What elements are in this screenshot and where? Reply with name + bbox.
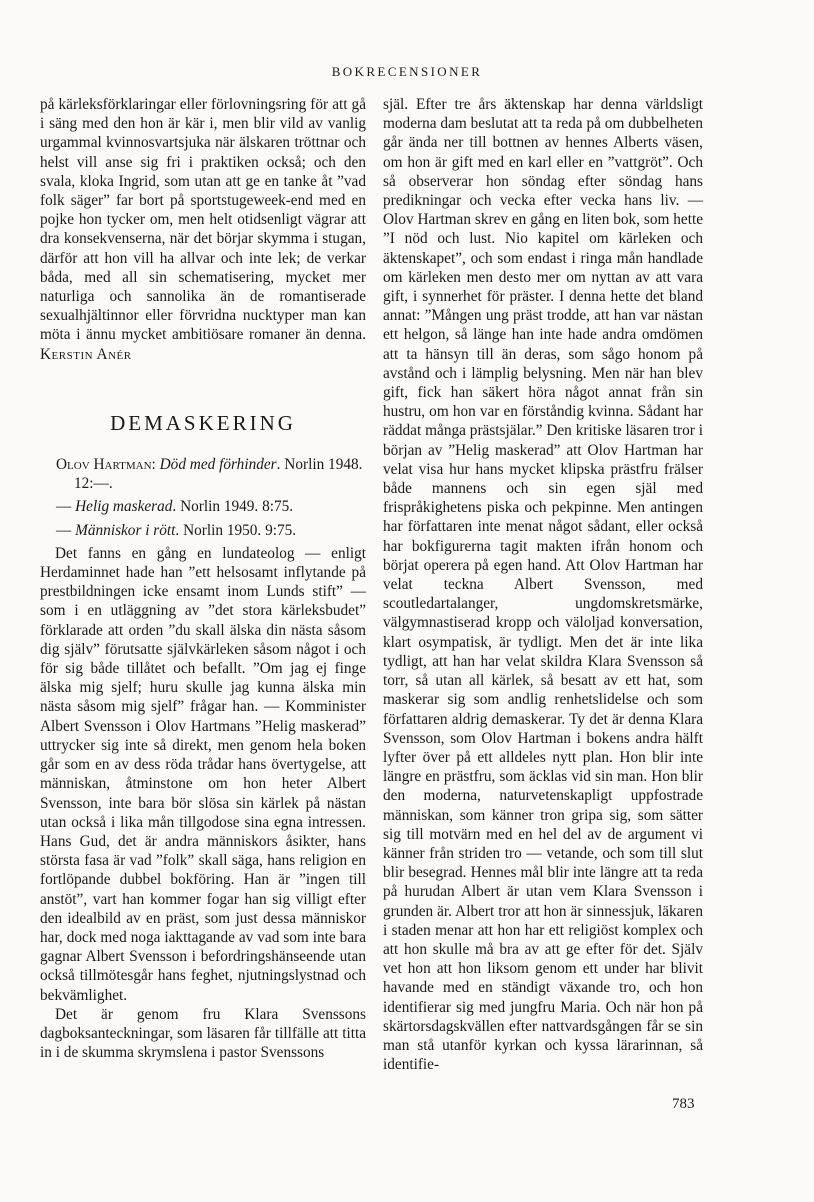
section-title: DEMASKERING <box>110 410 296 435</box>
reviewer-signature: Kerstin Anér <box>40 345 132 363</box>
bibliography-entry: — Människor i rött. Norlin 1950. 9:75. <box>56 521 297 539</box>
bibliography-entry: Olov Hartman: Död med förhinder. Norlin 1948. 12:—. <box>56 456 363 493</box>
body-paragraph: själ. Efter tre års äktenskap har denna världsligt moderna dam beslutat att ta reda på om dubbelheten går ända ner till bottnen av hennes Alberts väsen, om hon är gift med en karl eller en ”vattgröt”. Och så observerar hon söndag efter söndag hans predikningar och vecka efter vecka hans liv. — Olov Hartman skrev en gång en liten bok, som hette ”I nöd och lust. Nio kapitel om kärleken och äktenskapet”, och som endast i ringa mån handlade om kärleken men desto mer om nyttan av att vara gift, i synnerhet för präster. I denna hette det bland annat: ”Mången ung präst trodde, att han var nästan ett helgon, så länge han inte hade andra omdömen att ta hänsyn till än deras, som sågo honom på avstånd och i lämplig belysning. Men när han blev gift, fick han säkert höra något annat från sin hustru, om hon var en förståndig kvinna. Sådant har räddat många prästsjälar.” Den kritiske läsaren tror i början av ”Helig maskerad” att Olov Hartman har velat visa hur hans mycket klipska prästfru frälser både mannens och sin egen själ med frispråkighetens piska och pekpinne. Men antingen har författaren inte menat något sådant, eller också har bokfigurerna tagit makten ifrån honom och börjat operera på egen hand. Att Olov Hartman har velat teckna Albert Svensson, med scoutledartalanger, ungdomskretsmärke, välgymnastiserad kropp och väloljad konversation, klart osympatisk, är tydligt. Men det är inte lika tydligt, att han har velat skildra Klara Svensson så torr, så utan all kärlek, så besatt av ett hat, som maskerar sig som andlig renhetslidelse och som författaren aldrig demaskerar. Ty det är denna Klara Svensson, som Olov Hartman i bokens andra hälft lyfter över på ett alldeles nytt plan. Hon blir inte längre en prästfru, som äcklas vid sin man. Hon blir den moderna, naturvetenskapligt uppfostrade människan, som känner tron gripa sig, som sätter sig till motvärn med en hel del av de argument vi känner från striden tro — vetande, och som till slut blir besegrad. Hennes mål blir inte längre att ta reda på hurudan Albert är utan vem Klara Svensson i grunden är. Albert tror att hon är sinnessjuk, läkaren i staden menar att hon har ett religiöst komplex och att hon skulle må bra av att ge efter för det. Själv vet hon att hon liksom genom ett under har blivit havande med en ständigt växande tro, och hon identifierar sig med jungfru Maria. Och när hon på skärtorsdagskvällen efter nattvardsgången får se sin man stå utanför kyrkan och kyssa lärarinnan, så identifie- <box>383 96 703 1074</box>
bib-author: — <box>56 521 72 539</box>
bibliography <box>40 455 366 540</box>
page-number: 783 <box>672 1096 695 1112</box>
review-ending-paragraph <box>40 95 366 364</box>
left-column <box>40 95 366 1062</box>
bibliography-entry: — Helig maskerad. Norlin 1949. 8:75. <box>56 498 294 516</box>
bib-title: Död med förhinder <box>159 456 277 474</box>
bib-author: Olov Hartman <box>56 456 152 474</box>
body-paragraph: Det fanns en gång en lundateolog — enligt Herdaminnet hade han ”ett helsosamt inflytande på prestbildningen icke ensamt inom Lunds stift” — som i en utläggning av ”det stora kärleksbudet” förklarade att orden ”du skall älska din nästa såsom dig själv” förutsatte självkärleken såsom något i och för sig både tillåtet och befallt. ”Om jag ej finge älska mig sjelf; huru skulle jag kunna älska min nästa såsom mig sjelf” frågar han. — Komminister Albert Svensson i Olov Hartmans ”Helig maskerad” uttrycker sig inte så direkt, men genom hela boken går som en av dess röda trådar hans övertygelse, att människan, åtminstone om hon heter Albert Svensson, inte bara bör slösa sin kärlek på nästan utan också i lika mån tillgodose sina egna intressen. Hans Gud, det är andra människors åsikter, hans största fasa är vad ”folk” skall säga, hans religion en fortlöpande dubbel bokföring. Han är ”ingen till anstöt”, vart han kommer fogar han sig villigt efter den idealbild av en präst, som just dessa människor har, dock med noga iakttagande av vad som inte bara gagnar Albert Svensson i befordringshänseende utan också tillmötesgår hans feghet, njutningslystnad och bekvämlighet. <box>40 544 366 1004</box>
bib-details: Norlin 1949. 8:75. <box>180 498 294 516</box>
bib-details: Norlin 1948. 12:—. <box>74 456 363 493</box>
right-column <box>383 95 703 1074</box>
body-paragraph: Det är genom fru Klara Svenssons dagboksanteckningar, som läsaren får tillfälle att titta in i de skumma skrymslena i pastor Svenssons <box>40 1005 366 1062</box>
bib-details: Norlin 1950. 9:75. <box>183 521 297 539</box>
bib-author: — <box>56 498 72 516</box>
bib-title: Helig maskerad <box>75 498 173 516</box>
review-ending-text: på kärleksförklaringar eller förlovningsring för att gå i säng med den hon är kär i, men blir vild av vanlig urgammal kvinnosvartsjuka när älskaren tröttnar och helst vill anse sig fri i praktiken också; och den svala, kloka Ingrid, som utan att ge en tanke åt ”vad folk säger” far bort på sportstugeweek-end med en pojke hon tycker om, men helt otidsenligt vägrar att dra konsekvenserna, när det börjar skymma i stugan, därför att hon vill ha allvar och inte lek; de verkar båda, med all sin schematisering, mycket mer naturliga och sannolika än de romantiserade sexualhjältinnor eller förvridna nucktyper man kan möta i ännu mycket ambitiösare romaner än denna. <box>40 96 366 344</box>
bib-title: Människor i rött <box>75 521 176 539</box>
running-head: BOKRECENSIONER <box>331 64 483 79</box>
